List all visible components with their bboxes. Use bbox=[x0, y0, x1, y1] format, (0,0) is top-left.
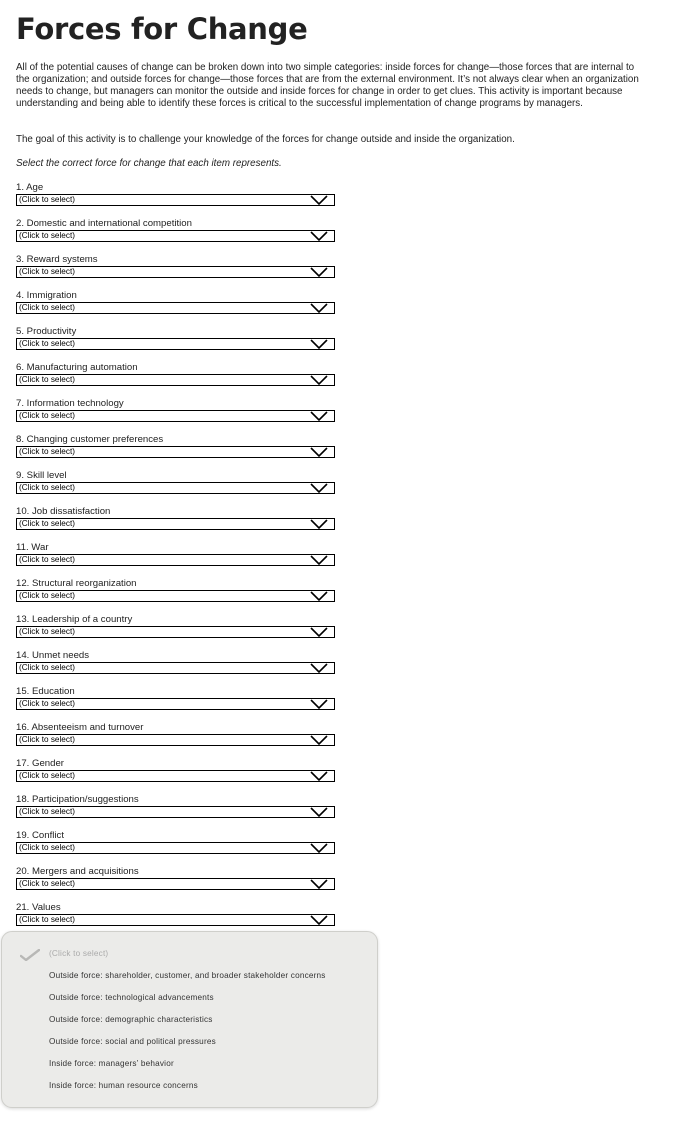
chevron-down-icon bbox=[310, 591, 328, 601]
select-value: (Click to select) bbox=[19, 375, 75, 384]
chevron-down-icon bbox=[310, 771, 328, 781]
select-value: (Click to select) bbox=[19, 195, 75, 204]
question-label: 19. Conflict bbox=[16, 830, 64, 841]
chevron-down-icon bbox=[310, 915, 328, 925]
intro-paragraph: All of the potential causes of change can be broken down into two simple categories: inside forces for change—those forces that are internal to the organization; and outside forces for change—those forces that are from the external environment. It’s not always clear when an organization needs to change, but managers can monitor the outside and inside forces for change in order to get clues. This activity is important because understanding and being able to identify these forces is critical to the successful implementation of change programs by managers. bbox=[16, 62, 639, 109]
answer-select[interactable] bbox=[16, 338, 335, 350]
select-value: (Click to select) bbox=[19, 699, 75, 708]
question-item bbox=[16, 542, 336, 578]
question-label: 16. Absenteeism and turnover bbox=[16, 722, 144, 733]
dropdown-option-human-resource-concerns[interactable]: Inside force: human resource concerns bbox=[49, 1081, 198, 1090]
answer-select[interactable] bbox=[16, 482, 335, 494]
chevron-down-icon bbox=[310, 267, 328, 277]
select-value: (Click to select) bbox=[19, 339, 75, 348]
chevron-down-icon bbox=[310, 879, 328, 889]
dropdown-option-placeholder[interactable]: (Click to select) bbox=[49, 949, 109, 958]
question-item bbox=[16, 434, 336, 470]
question-list bbox=[16, 182, 336, 938]
answer-select[interactable] bbox=[16, 590, 335, 602]
answer-select[interactable] bbox=[16, 698, 335, 710]
select-value: (Click to select) bbox=[19, 231, 75, 240]
question-label: 17. Gender bbox=[16, 758, 65, 769]
select-value: (Click to select) bbox=[19, 735, 75, 744]
chevron-down-icon bbox=[310, 483, 328, 493]
select-value: (Click to select) bbox=[19, 519, 75, 528]
goal-paragraph: The goal of this activity is to challenge your knowledge of the forces for change outside and inside the organization. bbox=[16, 134, 515, 145]
select-value: (Click to select) bbox=[19, 267, 75, 276]
question-item bbox=[16, 686, 336, 722]
question-label: 8. Changing customer preferences bbox=[16, 434, 164, 445]
answer-select[interactable] bbox=[16, 194, 335, 206]
select-value: (Click to select) bbox=[19, 303, 75, 312]
answer-select[interactable] bbox=[16, 626, 335, 638]
answer-select[interactable] bbox=[16, 374, 335, 386]
question-label: 20. Mergers and acquisitions bbox=[16, 866, 139, 877]
instruction-text: Select the correct force for change that each item represents. bbox=[16, 158, 282, 169]
question-item bbox=[16, 614, 336, 650]
dropdown-option-demographic-characteristics[interactable]: Outside force: demographic characteristics bbox=[49, 1015, 213, 1024]
dropdown-option-social-political-pressures[interactable]: Outside force: social and political pressures bbox=[49, 1037, 216, 1046]
question-item bbox=[16, 830, 336, 866]
chevron-down-icon bbox=[310, 735, 328, 745]
chevron-down-icon bbox=[310, 555, 328, 565]
select-value: (Click to select) bbox=[19, 771, 75, 780]
question-item bbox=[16, 182, 336, 218]
question-item bbox=[16, 506, 336, 542]
question-label: 5. Productivity bbox=[16, 326, 77, 337]
chevron-down-icon bbox=[310, 699, 328, 709]
select-value: (Click to select) bbox=[19, 411, 75, 420]
question-label: 11. War bbox=[16, 542, 49, 553]
select-value: (Click to select) bbox=[19, 447, 75, 456]
answer-select[interactable] bbox=[16, 914, 335, 926]
question-item bbox=[16, 362, 336, 398]
question-label: 7. Information technology bbox=[16, 398, 124, 409]
chevron-down-icon bbox=[310, 375, 328, 385]
answer-select[interactable] bbox=[16, 410, 335, 422]
question-item bbox=[16, 722, 336, 758]
select-value: (Click to select) bbox=[19, 663, 75, 672]
select-value: (Click to select) bbox=[19, 483, 75, 492]
question-item bbox=[16, 578, 336, 614]
select-value: (Click to select) bbox=[19, 843, 75, 852]
select-value: (Click to select) bbox=[19, 879, 75, 888]
select-value: (Click to select) bbox=[19, 807, 75, 816]
chevron-down-icon bbox=[310, 843, 328, 853]
chevron-down-icon bbox=[310, 411, 328, 421]
answer-select[interactable] bbox=[16, 446, 335, 458]
question-label: 4. Immigration bbox=[16, 290, 77, 301]
dropdown-option-managers-behavior[interactable]: Inside force: managers’ behavior bbox=[49, 1059, 174, 1068]
dropdown-option-technological-advancements[interactable]: Outside force: technological advancements bbox=[49, 993, 214, 1002]
dropdown-menu bbox=[1, 931, 378, 1108]
chevron-down-icon bbox=[310, 519, 328, 529]
question-label: 1. Age bbox=[16, 182, 44, 193]
question-label: 14. Unmet needs bbox=[16, 650, 90, 661]
answer-select[interactable] bbox=[16, 770, 335, 782]
answer-select[interactable] bbox=[16, 806, 335, 818]
question-label: 10. Job dissatisfaction bbox=[16, 506, 111, 517]
answer-select[interactable] bbox=[16, 230, 335, 242]
chevron-down-icon bbox=[310, 339, 328, 349]
question-label: 12. Structural reorganization bbox=[16, 578, 137, 589]
question-item bbox=[16, 290, 336, 326]
chevron-down-icon bbox=[310, 447, 328, 457]
page-title: Forces for Change bbox=[16, 12, 308, 46]
answer-select[interactable] bbox=[16, 842, 335, 854]
chevron-down-icon bbox=[310, 807, 328, 817]
question-item bbox=[16, 470, 336, 506]
question-item bbox=[16, 650, 336, 686]
answer-select[interactable] bbox=[16, 518, 335, 530]
chevron-down-icon bbox=[310, 303, 328, 313]
question-label: 18. Participation/suggestions bbox=[16, 794, 139, 805]
answer-select[interactable] bbox=[16, 266, 335, 278]
chevron-down-icon bbox=[310, 627, 328, 637]
answer-select[interactable] bbox=[16, 734, 335, 746]
question-label: 6. Manufacturing automation bbox=[16, 362, 138, 373]
question-item bbox=[16, 218, 336, 254]
question-item bbox=[16, 866, 336, 902]
select-value: (Click to select) bbox=[19, 627, 75, 636]
answer-select[interactable] bbox=[16, 662, 335, 674]
dropdown-option-stakeholder-concerns[interactable]: Outside force: shareholder, customer, and broader stakeholder concerns bbox=[49, 971, 326, 980]
select-value: (Click to select) bbox=[19, 915, 75, 924]
question-label: 13. Leadership of a country bbox=[16, 614, 133, 625]
question-item bbox=[16, 398, 336, 434]
question-item bbox=[16, 758, 336, 794]
question-label: 15. Education bbox=[16, 686, 75, 697]
question-label: 9. Skill level bbox=[16, 470, 67, 481]
chevron-down-icon bbox=[310, 195, 328, 205]
question-item bbox=[16, 254, 336, 290]
checkmark-icon bbox=[20, 949, 40, 961]
select-value: (Click to select) bbox=[19, 591, 75, 600]
select-value: (Click to select) bbox=[19, 555, 75, 564]
chevron-down-icon bbox=[310, 231, 328, 241]
question-item bbox=[16, 794, 336, 830]
answer-select[interactable] bbox=[16, 878, 335, 890]
question-label: 3. Reward systems bbox=[16, 254, 98, 265]
answer-select[interactable] bbox=[16, 554, 335, 566]
answer-select[interactable] bbox=[16, 302, 335, 314]
question-label: 2. Domestic and international competition bbox=[16, 218, 192, 229]
chevron-down-icon bbox=[310, 663, 328, 673]
question-item bbox=[16, 326, 336, 362]
question-label: 21. Values bbox=[16, 902, 61, 913]
